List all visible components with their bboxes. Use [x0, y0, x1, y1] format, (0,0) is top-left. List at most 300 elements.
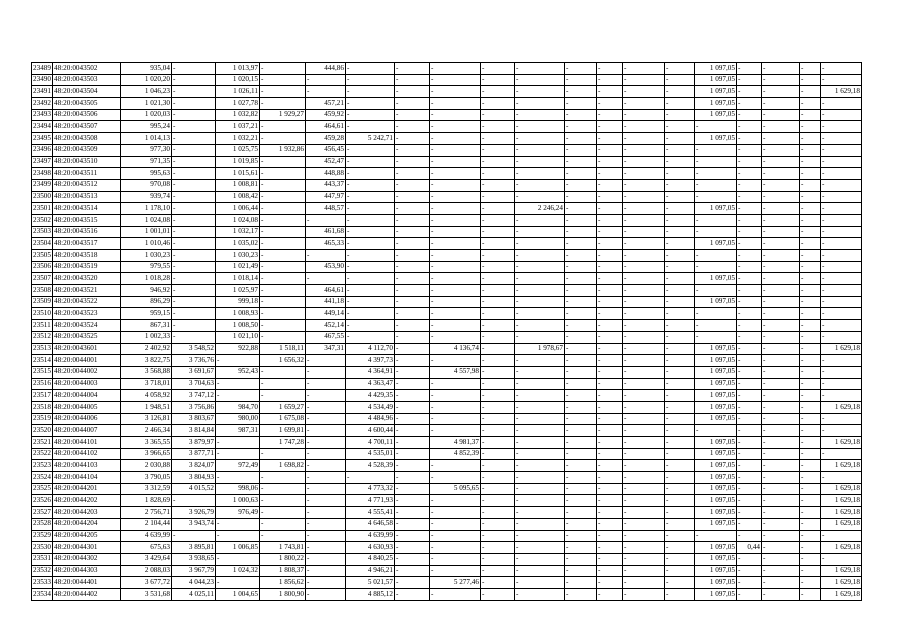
- table-row: [32, 285, 862, 297]
- value-cell: 443,37: [305, 179, 345, 191]
- value-cell: -: [480, 437, 514, 449]
- cadastral-number-cell: 48:20:0044303: [52, 565, 120, 577]
- row-number-cell: 23532: [32, 565, 53, 577]
- value-cell: -: [345, 86, 394, 98]
- value-cell: -: [429, 144, 480, 156]
- value-cell: 3 126,81: [120, 413, 171, 425]
- value-cell: -: [761, 308, 799, 320]
- value-cell: -: [820, 74, 861, 86]
- value-cell: -: [514, 542, 564, 554]
- value-cell: 1 629,18: [820, 86, 861, 98]
- value-cell: -: [429, 86, 480, 98]
- value-cell: -: [345, 250, 394, 262]
- value-cell: 1 097,05: [694, 390, 736, 402]
- value-cell: -: [305, 472, 345, 484]
- cadastral-number-cell: 48:20:0043601: [52, 343, 120, 355]
- value-cell: -: [564, 413, 596, 425]
- value-cell: -: [514, 168, 564, 180]
- value-cell: 1 004,65: [215, 588, 259, 600]
- row-number-cell: 23510: [32, 308, 53, 320]
- cadastral-number-cell: 48:20:0043507: [52, 121, 120, 133]
- row-number-cell: 23513: [32, 343, 53, 355]
- value-cell: 0,44: [736, 542, 761, 554]
- value-cell: -: [799, 366, 820, 378]
- value-cell: 3 814,84: [171, 425, 215, 437]
- value-cell: 3 803,67: [171, 413, 215, 425]
- row-number-cell: 23531: [32, 553, 53, 565]
- value-cell: -: [799, 261, 820, 273]
- value-cell: -: [736, 472, 761, 484]
- value-cell: -: [622, 437, 664, 449]
- value-cell: 464,61: [305, 121, 345, 133]
- value-cell: -: [694, 425, 736, 437]
- value-cell: -: [596, 343, 622, 355]
- value-cell: -: [429, 495, 480, 507]
- value-cell: -: [761, 565, 799, 577]
- value-cell: -: [820, 250, 861, 262]
- value-cell: -: [514, 109, 564, 121]
- value-cell: 3 943,74: [171, 518, 215, 530]
- value-cell: -: [394, 86, 429, 98]
- value-cell: -: [622, 320, 664, 332]
- value-cell: 1 097,05: [694, 437, 736, 449]
- row-number-cell: 23493: [32, 109, 53, 121]
- value-cell: 1 008,81: [215, 179, 259, 191]
- value-cell: -: [799, 320, 820, 332]
- value-cell: -: [799, 63, 820, 75]
- value-cell: 1 629,18: [820, 588, 861, 600]
- value-cell: 4 528,39: [345, 460, 394, 472]
- value-cell: 4 773,32: [345, 483, 394, 495]
- data-table: [31, 62, 862, 601]
- value-cell: -: [736, 250, 761, 262]
- value-cell: -: [622, 483, 664, 495]
- value-cell: 1 097,05: [694, 109, 736, 121]
- value-cell: -: [820, 320, 861, 332]
- value-cell: -: [761, 588, 799, 600]
- value-cell: -: [171, 168, 215, 180]
- value-cell: -: [596, 296, 622, 308]
- value-cell: -: [480, 460, 514, 472]
- value-cell: -: [761, 542, 799, 554]
- value-cell: -: [429, 214, 480, 226]
- value-cell: -: [622, 63, 664, 75]
- value-cell: -: [394, 331, 429, 343]
- value-cell: -: [761, 378, 799, 390]
- value-cell: -: [799, 460, 820, 472]
- value-cell: 1 097,05: [694, 296, 736, 308]
- value-cell: -: [564, 285, 596, 297]
- value-cell: -: [736, 343, 761, 355]
- value-cell: -: [480, 63, 514, 75]
- value-cell: -: [761, 238, 799, 250]
- table-row: [32, 86, 862, 98]
- value-cell: -: [622, 331, 664, 343]
- value-cell: -: [429, 296, 480, 308]
- value-cell: -: [622, 296, 664, 308]
- value-cell: -: [514, 308, 564, 320]
- value-cell: -: [514, 191, 564, 203]
- row-number-cell: 23515: [32, 366, 53, 378]
- value-cell: -: [305, 413, 345, 425]
- value-cell: -: [514, 355, 564, 367]
- cadastral-number-cell: 48:20:0044302: [52, 553, 120, 565]
- value-cell: -: [480, 401, 514, 413]
- value-cell: -: [596, 507, 622, 519]
- value-cell: -: [305, 273, 345, 285]
- value-cell: 1 019,85: [215, 156, 259, 168]
- value-cell: -: [480, 530, 514, 542]
- value-cell: -: [799, 179, 820, 191]
- cadastral-number-cell: 48:20:0044204: [52, 518, 120, 530]
- value-cell: -: [394, 413, 429, 425]
- table-row: [32, 238, 862, 250]
- value-cell: -: [799, 343, 820, 355]
- value-cell: 3 966,65: [120, 448, 171, 460]
- value-cell: -: [480, 121, 514, 133]
- value-cell: -: [622, 238, 664, 250]
- value-cell: 1 097,05: [694, 577, 736, 589]
- value-cell: -: [564, 518, 596, 530]
- value-cell: -: [799, 156, 820, 168]
- value-cell: -: [480, 191, 514, 203]
- value-cell: -: [480, 343, 514, 355]
- value-cell: 1 024,32: [215, 565, 259, 577]
- value-cell: -: [761, 401, 799, 413]
- value-cell: -: [429, 98, 480, 110]
- value-cell: -: [622, 425, 664, 437]
- value-cell: -: [345, 203, 394, 215]
- value-cell: -: [514, 425, 564, 437]
- value-cell: -: [259, 331, 305, 343]
- value-cell: 1 629,18: [820, 518, 861, 530]
- value-cell: 457,21: [305, 98, 345, 110]
- table-row: [32, 273, 862, 285]
- value-cell: -: [820, 144, 861, 156]
- value-cell: -: [664, 86, 694, 98]
- value-cell: -: [429, 413, 480, 425]
- value-cell: -: [596, 203, 622, 215]
- value-cell: -: [564, 144, 596, 156]
- value-cell: 1 097,05: [694, 366, 736, 378]
- value-cell: -: [394, 472, 429, 484]
- value-cell: -: [480, 261, 514, 273]
- value-cell: 448,88: [305, 168, 345, 180]
- value-cell: -: [564, 168, 596, 180]
- value-cell: -: [664, 472, 694, 484]
- value-cell: -: [429, 74, 480, 86]
- value-cell: 1 675,08: [259, 413, 305, 425]
- value-cell: -: [259, 250, 305, 262]
- value-cell: -: [259, 366, 305, 378]
- value-cell: -: [345, 308, 394, 320]
- value-cell: 4 646,58: [345, 518, 394, 530]
- value-cell: -: [514, 238, 564, 250]
- value-cell: -: [564, 63, 596, 75]
- value-cell: 1 178,10: [120, 203, 171, 215]
- value-cell: -: [171, 214, 215, 226]
- value-cell: -: [429, 238, 480, 250]
- row-number-cell: 23502: [32, 214, 53, 226]
- row-number-cell: 23499: [32, 179, 53, 191]
- value-cell: -: [564, 331, 596, 343]
- value-cell: 452,47: [305, 156, 345, 168]
- value-cell: 1 800,90: [259, 588, 305, 600]
- table-row: [32, 343, 862, 355]
- value-cell: 1 698,82: [259, 460, 305, 472]
- value-cell: -: [514, 133, 564, 145]
- value-cell: 2 030,88: [120, 460, 171, 472]
- value-cell: 1 032,82: [215, 109, 259, 121]
- value-cell: -: [305, 565, 345, 577]
- value-cell: -: [514, 588, 564, 600]
- value-cell: 1 097,05: [694, 343, 736, 355]
- value-cell: 452,14: [305, 320, 345, 332]
- value-cell: -: [429, 133, 480, 145]
- value-cell: -: [480, 179, 514, 191]
- value-cell: -: [664, 63, 694, 75]
- table-row: [32, 261, 862, 273]
- value-cell: -: [171, 109, 215, 121]
- value-cell: 1 097,05: [694, 483, 736, 495]
- cadastral-number-cell: 48:20:0043508: [52, 133, 120, 145]
- value-cell: -: [622, 472, 664, 484]
- value-cell: -: [736, 203, 761, 215]
- value-cell: 1 020,15: [215, 74, 259, 86]
- value-cell: 5 095,65: [429, 483, 480, 495]
- value-cell: -: [345, 168, 394, 180]
- value-cell: -: [596, 366, 622, 378]
- value-cell: -: [761, 460, 799, 472]
- value-cell: -: [736, 507, 761, 519]
- value-cell: 4 058,92: [120, 390, 171, 402]
- table-row: [32, 565, 862, 577]
- value-cell: -: [622, 378, 664, 390]
- value-cell: 1 026,11: [215, 86, 259, 98]
- value-cell: -: [259, 261, 305, 273]
- table-row: [32, 495, 862, 507]
- value-cell: -: [429, 378, 480, 390]
- value-cell: -: [820, 226, 861, 238]
- value-cell: 3 877,71: [171, 448, 215, 460]
- value-cell: -: [259, 273, 305, 285]
- value-cell: -: [799, 296, 820, 308]
- value-cell: -: [305, 378, 345, 390]
- value-cell: -: [564, 530, 596, 542]
- value-cell: 1 097,05: [694, 86, 736, 98]
- value-cell: 1 097,05: [694, 203, 736, 215]
- value-cell: -: [622, 588, 664, 600]
- table-row: [32, 121, 862, 133]
- value-cell: -: [429, 518, 480, 530]
- value-cell: -: [345, 261, 394, 273]
- value-cell: -: [761, 320, 799, 332]
- value-cell: -: [736, 261, 761, 273]
- value-cell: -: [305, 553, 345, 565]
- value-cell: -: [305, 366, 345, 378]
- row-number-cell: 23517: [32, 390, 53, 402]
- value-cell: -: [514, 98, 564, 110]
- value-cell: -: [799, 121, 820, 133]
- value-cell: -: [480, 542, 514, 554]
- value-cell: -: [622, 191, 664, 203]
- value-cell: -: [171, 86, 215, 98]
- value-cell: -: [664, 273, 694, 285]
- value-cell: -: [596, 530, 622, 542]
- value-cell: -: [394, 437, 429, 449]
- value-cell: -: [664, 296, 694, 308]
- value-cell: -: [394, 308, 429, 320]
- value-cell: -: [514, 472, 564, 484]
- value-cell: -: [736, 273, 761, 285]
- cadastral-number-cell: 48:20:0044007: [52, 425, 120, 437]
- value-cell: -: [171, 191, 215, 203]
- value-cell: -: [394, 588, 429, 600]
- value-cell: -: [564, 191, 596, 203]
- value-cell: -: [761, 156, 799, 168]
- value-cell: -: [694, 285, 736, 297]
- table-row: [32, 226, 862, 238]
- value-cell: -: [259, 296, 305, 308]
- value-cell: -: [480, 331, 514, 343]
- value-cell: -: [596, 133, 622, 145]
- value-cell: -: [564, 261, 596, 273]
- value-cell: 1 097,05: [694, 413, 736, 425]
- value-cell: -: [259, 214, 305, 226]
- value-cell: 3 756,86: [171, 401, 215, 413]
- value-cell: -: [564, 156, 596, 168]
- value-cell: -: [799, 203, 820, 215]
- value-cell: -: [564, 425, 596, 437]
- value-cell: -: [799, 109, 820, 121]
- value-cell: -: [394, 542, 429, 554]
- value-cell: -: [305, 495, 345, 507]
- table-row: [32, 109, 862, 121]
- row-number-cell: 23521: [32, 437, 53, 449]
- value-cell: -: [761, 63, 799, 75]
- value-cell: -: [622, 214, 664, 226]
- value-cell: -: [480, 156, 514, 168]
- value-cell: 453,90: [305, 261, 345, 273]
- value-cell: -: [761, 168, 799, 180]
- value-cell: -: [761, 74, 799, 86]
- value-cell: -: [596, 472, 622, 484]
- value-cell: 2 088,03: [120, 565, 171, 577]
- value-cell: -: [820, 238, 861, 250]
- value-cell: -: [429, 156, 480, 168]
- value-cell: -: [429, 226, 480, 238]
- value-cell: 448,57: [305, 203, 345, 215]
- value-cell: -: [394, 273, 429, 285]
- value-cell: -: [664, 238, 694, 250]
- table-row: [32, 460, 862, 472]
- value-cell: -: [215, 530, 259, 542]
- value-cell: -: [799, 168, 820, 180]
- value-cell: -: [736, 168, 761, 180]
- value-cell: -: [480, 413, 514, 425]
- value-cell: 3 312,59: [120, 483, 171, 495]
- cadastral-number-cell: 48:20:0044401: [52, 577, 120, 589]
- value-cell: -: [761, 285, 799, 297]
- value-cell: 1 656,32: [259, 355, 305, 367]
- value-cell: -: [736, 238, 761, 250]
- value-cell: 867,31: [120, 320, 171, 332]
- value-cell: -: [622, 530, 664, 542]
- cadastral-number-cell: 48:20:0044202: [52, 495, 120, 507]
- value-cell: -: [799, 413, 820, 425]
- value-cell: 1 046,23: [120, 86, 171, 98]
- table-row: [32, 483, 862, 495]
- value-cell: -: [664, 378, 694, 390]
- value-cell: -: [394, 460, 429, 472]
- value-cell: -: [761, 507, 799, 519]
- value-cell: -: [820, 133, 861, 145]
- value-cell: -: [596, 577, 622, 589]
- value-cell: -: [394, 250, 429, 262]
- value-cell: -: [514, 144, 564, 156]
- value-cell: 1 629,18: [820, 437, 861, 449]
- value-cell: -: [564, 507, 596, 519]
- value-cell: -: [596, 285, 622, 297]
- row-number-cell: 23523: [32, 460, 53, 472]
- value-cell: -: [761, 448, 799, 460]
- value-cell: -: [664, 483, 694, 495]
- table-row: [32, 63, 862, 75]
- value-cell: -: [761, 577, 799, 589]
- value-cell: -: [429, 109, 480, 121]
- value-cell: 461,68: [305, 226, 345, 238]
- value-cell: 1 097,05: [694, 518, 736, 530]
- value-cell: 970,08: [120, 179, 171, 191]
- value-cell: -: [480, 483, 514, 495]
- value-cell: 4 136,74: [429, 343, 480, 355]
- value-cell: -: [820, 355, 861, 367]
- value-cell: 1 014,13: [120, 133, 171, 145]
- value-cell: -: [761, 472, 799, 484]
- value-cell: 980,00: [215, 413, 259, 425]
- value-cell: -: [394, 285, 429, 297]
- value-cell: -: [761, 366, 799, 378]
- value-cell: -: [480, 285, 514, 297]
- value-cell: -: [622, 553, 664, 565]
- value-cell: -: [799, 86, 820, 98]
- value-cell: 1 828,69: [120, 495, 171, 507]
- value-cell: 896,29: [120, 296, 171, 308]
- value-cell: 977,30: [120, 144, 171, 156]
- value-cell: -: [480, 425, 514, 437]
- value-cell: -: [429, 565, 480, 577]
- value-cell: -: [664, 179, 694, 191]
- value-cell: -: [564, 483, 596, 495]
- value-cell: -: [394, 214, 429, 226]
- value-cell: -: [799, 437, 820, 449]
- table-row: [32, 425, 862, 437]
- table-row: [32, 156, 862, 168]
- value-cell: -: [761, 144, 799, 156]
- value-cell: -: [736, 425, 761, 437]
- cadastral-number-cell: 48:20:0043511: [52, 168, 120, 180]
- value-cell: -: [761, 261, 799, 273]
- value-cell: 464,61: [305, 285, 345, 297]
- table-row: [32, 390, 862, 402]
- value-cell: -: [345, 273, 394, 285]
- value-cell: -: [514, 495, 564, 507]
- value-cell: 4 639,99: [120, 530, 171, 542]
- value-cell: -: [622, 308, 664, 320]
- value-cell: -: [622, 86, 664, 98]
- value-cell: -: [480, 273, 514, 285]
- value-cell: 1 006,85: [215, 542, 259, 554]
